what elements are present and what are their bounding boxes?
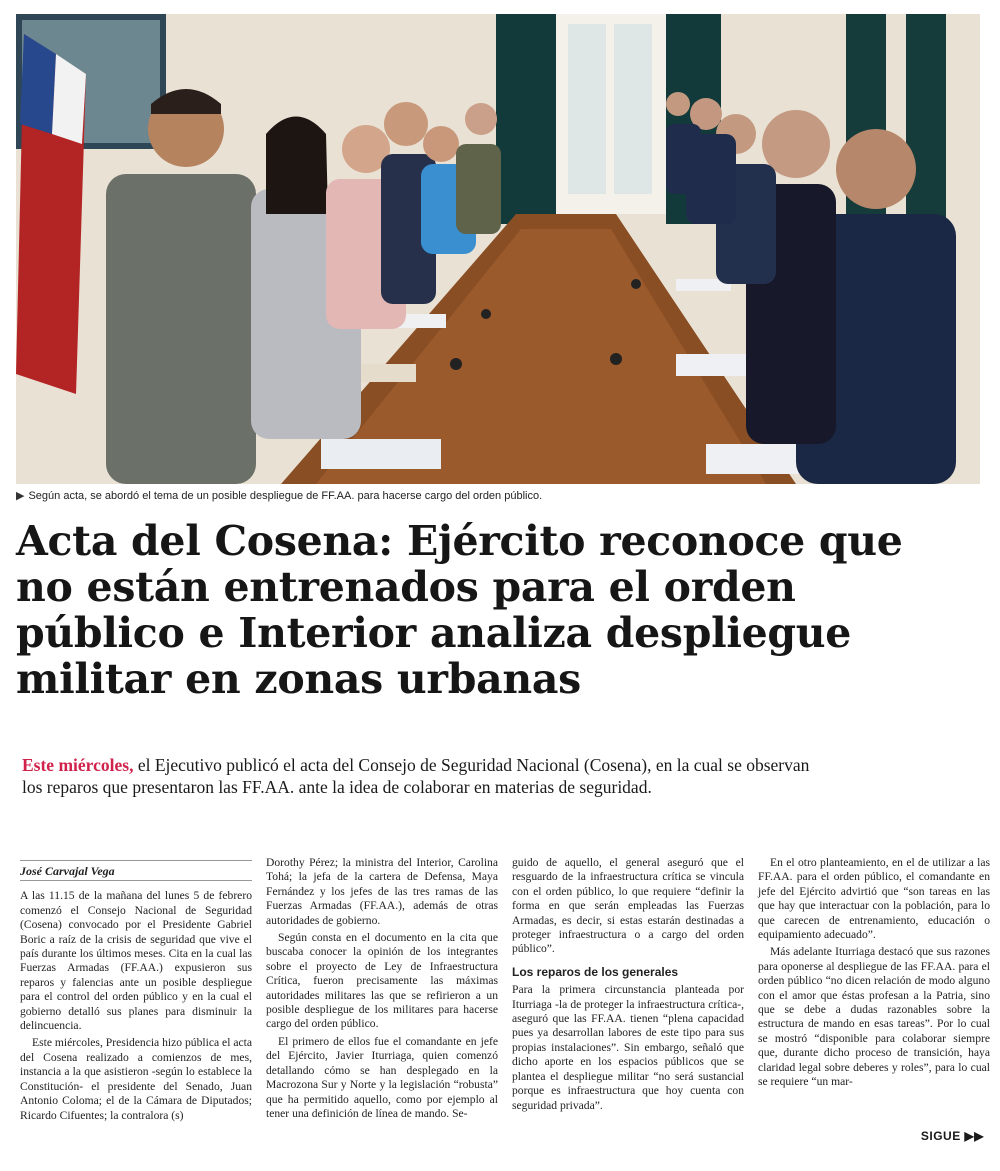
paragraph: En el otro planteamiento, en el de utilizar a las FF.AA. para el orden público, el comandante en jefe del Ejército advirtió que “son tareas en las que hay que interactuar con la población, para lo que carecen de entrenamiento, educación o equipamiento adecuado”. <box>758 856 990 942</box>
paragraph: Según consta en el documento en la cita que buscaba conocer la opinión de los integrantes sobre el proyecto de Ley de Infraestructura Crítica, fueron precisamente las máximas autoridades militares las que se refirieron a un posible despliegue de los militares para hacerse cargo del orden público. <box>266 931 498 1031</box>
column-3 <box>512 856 744 1146</box>
column-1 <box>20 856 252 1146</box>
column-4 <box>758 856 990 1146</box>
section-subhead: Los reparos de los generales <box>512 964 679 979</box>
caption-arrow-icon: ▶ <box>16 490 25 502</box>
paragraph: El primero de ellos fue el comandante en jefe del Ejército, Javier Iturriaga, quien comenzó detallando cómo se han desplegado en la Macrozona Sur y Norte y la legislación “robusta” que ha permitido aquello, como por ejemplo al tener una definición de línea de mando. Se- <box>266 1034 498 1120</box>
news-photo <box>16 14 980 484</box>
article-lead <box>22 754 822 798</box>
paragraph: Para la primera circunstancia planteada por Iturriaga -la de proteger la infraestructura crítica-, aseguró que las FF.AA. tienen “plena capacidad pues ya desarrollan labores de este tipo para sus propias instalaciones”. Sin embargo, señaló que dicho aporte en los espacios públicos que se plantea el despliegue militar “no será sustancial porque es infraestructura que hoy cuenta con seguridad privada”. <box>512 983 744 1112</box>
continue-label: SIGUE ▶▶ <box>920 1129 984 1143</box>
paragraph: Este miércoles, Presidencia hizo pública el acta del Cosena realizado a comienzos de mes, instancia a la que asistieron -según lo establece la Constitución- el presidente del Senado, Juan Antonio Coloma; el de la Cámara de Diputados; Ricardo Cifuentes; la contralora (s) <box>20 1036 252 1122</box>
byline: José Carvajal Vega <box>20 860 252 881</box>
paragraph: Dorothy Pérez; la ministra del Interior, Carolina Tohá; la jefa de la cartera de Defensa, Maya Fernández y los jefes de las tres ramas de las Fuerzas Armadas (FF.AA.), además de otras autoridades de gobierno. <box>266 856 498 927</box>
lead-kicker: Este miércoles, <box>22 755 134 775</box>
article-body <box>20 856 988 1146</box>
cosena-meeting-photo <box>16 14 980 484</box>
paragraph: Más adelante Iturriaga destacó que sus razones para oponerse al despliegue de las FF.AA. para el orden público “no dicen relación de modo alguno con el amor que éstas profesan a la Patria, sino que se debe a dudas razonables sobre la estructura de mando en esas tareas”. Por lo cual se mostró “disponible para colaborar siempre que, durante dicho proceso de transición, haya claridad legal sobre deberes y roles”, para lo cual se requiere “un mar- <box>758 945 990 1089</box>
caption-text: Según acta, se abordó el tema de un posible despliegue de FF.AA. para hacerse cargo del orden público. <box>28 490 543 502</box>
article-headline: Acta del Cosena: Ejército reconoce que no están entrenados para el orden público e Interior analiza despliegue militar en zonas urbanas <box>16 517 903 703</box>
paragraph: guido de aquello, el general aseguró que el resguardo de la infraestructura crítica se vincula con el orden público, lo que requiere “definir la forma en que serán empleadas las Fuerzas Armadas, es decir, si estas estarán destinadas a proteger infraestructura o a cargo del orden público”. <box>512 856 744 956</box>
paragraph: A las 11.15 de la mañana del lunes 5 de febrero comenzó el Consejo Nacional de Seguridad (Cosena) convocado por el Presidente Gabriel Boric a raíz de la crisis de seguridad que vive el país durante los últimos meses. Cita en la cual las Fuerzas Armadas (FF.AA.) expusieron sus reparos y falencias ante un posible despliegue para el control del orden público y en la cual el gobierno detalló sus planes para disminuir la delincuencia. <box>20 889 252 1033</box>
column-2 <box>266 856 498 1146</box>
lead-text: el Ejecutivo publicó el acta del Consejo de Seguridad Nacional (Cosena), en la cual se observan los reparos que presentaron las FF.AA. ante la idea de colaborar en materias de seguridad. <box>22 755 810 797</box>
photo-caption <box>16 489 980 502</box>
